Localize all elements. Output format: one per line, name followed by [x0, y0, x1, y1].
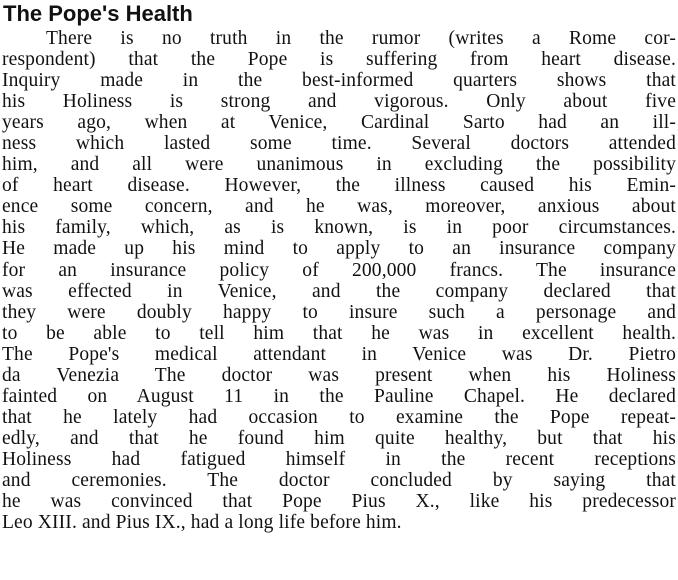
article-line: to be able to tell him that he was in excellent health. — [2, 322, 676, 344]
article-line: edly, and that he found him quite healthy, but that his — [2, 427, 676, 449]
article-line: his Holiness is strong and vigorous. Only about five — [2, 91, 676, 113]
article-line: da Venezia The doctor was present when his Holiness — [2, 364, 676, 386]
article-body — [2, 28, 676, 533]
article-line: that he lately had occasion to examine the Pope repeat- — [2, 406, 676, 428]
article-line: his family, which, as is known, is in poor circumstances. — [2, 217, 676, 239]
article-line: Inquiry made in the best-informed quarters shows that — [2, 70, 676, 92]
article-line: of heart disease. However, the illness caused his Emin- — [2, 175, 676, 197]
article-line: respondent) that the Pope is suffering from heart disease. — [2, 49, 676, 71]
article-line: The Pope's medical attendant in Venice was Dr. Pietro — [2, 343, 676, 365]
article-line: Leo XIII. and Pius IX., had a long life before him. — [2, 512, 402, 534]
article-line: he was convinced that Pope Pius X., like his predecessor — [2, 491, 676, 513]
article-line: He made up his mind to apply to an insurance company — [2, 238, 676, 260]
article-line: him, and all were unanimous in excluding the possibility — [2, 154, 676, 176]
article-line: fainted on August 11 in the Pauline Chapel. He declared — [2, 385, 676, 407]
article-line: ness which lasted some time. Several doctors attended — [2, 133, 676, 155]
article-line: years ago, when at Venice, Cardinal Sarto had an ill- — [2, 112, 676, 134]
article-line: There is no truth in the rumor (writes a Rome cor- — [46, 28, 676, 49]
article-line: Holiness had fatigued himself in the recent receptions — [2, 448, 676, 470]
article-headline: The Pope's Health — [3, 1, 193, 26]
article-line: they were doubly happy to insure such a personage and — [2, 301, 676, 323]
article-line: was effected in Venice, and the company declared that — [2, 280, 676, 302]
article-line: for an insurance policy of 200,000 francs. The insurance — [2, 259, 676, 281]
article-line: ence some concern, and he was, moreover, anxious about — [2, 196, 676, 218]
article-line: and ceremonies. The doctor concluded by saying that — [2, 469, 676, 491]
